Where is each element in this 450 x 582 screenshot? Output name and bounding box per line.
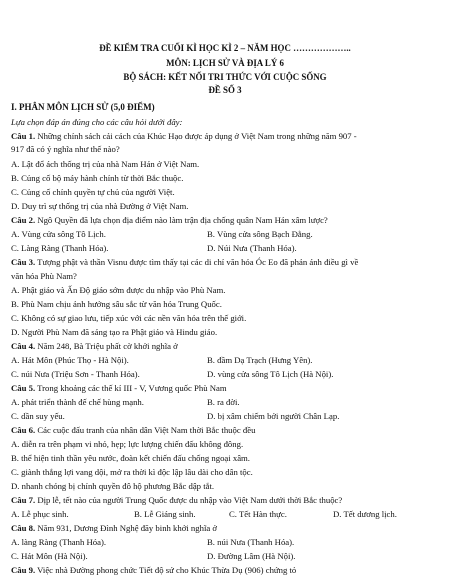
section-heading: I. PHÂN MÔN LỊCH SỬ (5,0 ĐIỂM) [11, 102, 155, 112]
question-text: Những chính sách cải cách của Khúc Hạo được áp dụng ở Việt Nam trong những năm 907 - [35, 131, 357, 141]
answer-option: B. đầm Dạ Trạch (Hưng Yên). [207, 355, 313, 365]
question-text: Năm 248, Bà Triệu phất cờ khởi nghĩa ở [35, 341, 178, 351]
answer-option: C. Không có sự giao lưu, tiếp xúc với các nền văn hóa trên thế giới. [11, 313, 247, 323]
answer-option: C. Củng cố chính quyền tự chủ của người Việt. [11, 187, 175, 197]
question-number: Câu 3. [11, 257, 36, 267]
question-number: Câu 4. [11, 341, 36, 351]
answer-option: B. Vùng cửa sông Bạch Đằng. [207, 229, 313, 239]
answer-option: A. Phật giáo và Ấn Độ giáo sớm được du nhập vào Phù Nam. [11, 285, 226, 295]
answer-option: D. Tết dương lịch. [333, 509, 397, 519]
answer-option: D. bị xâm chiếm bởi người Chân Lạp. [207, 411, 340, 421]
answer-option: A. Lễ phục sinh. [11, 509, 69, 519]
answer-option: C. Hát Môn (Hà Nội). [11, 551, 88, 561]
question-number: Câu 6. [11, 425, 36, 435]
question-8 [11, 522, 217, 534]
answer-option: D. nhanh chóng bị chính quyền đô hộ phương Bắc dập tắt. [11, 481, 215, 491]
question-6 [11, 424, 255, 436]
answer-option: D. Đường Lâm (Hà Nội). [207, 551, 296, 561]
instruction-text: Lựa chọn đáp án đúng cho các câu hỏi dưới đây: [11, 117, 183, 127]
answer-option: C. Tết Hàn thực. [229, 509, 287, 519]
question-1 [11, 130, 357, 142]
question-text: Việc nhà Đường phong chức Tiết độ sứ cho Khúc Thừa Dụ (906) chứng tỏ [35, 565, 297, 575]
answer-option: C. Làng Ràng (Thanh Hóa). [11, 243, 109, 253]
answer-option: D. Người Phù Nam đã sáng tạo ra Phật giáo và Hindu giáo. [11, 327, 218, 337]
question-text: Tượng phật và thần Visnu được tìm thấy tại các di chỉ văn hóa Óc Eo đã phản ánh điều gì về [35, 257, 359, 267]
answer-option: B. núi Nưa (Thanh Hóa). [207, 537, 295, 547]
question-text: Ngô Quyền đã lựa chọn địa điểm nào làm trận địa chống quân Nam Hán xâm lược? [35, 215, 328, 225]
answer-option: A. làng Ràng (Thanh Hóa). [11, 537, 107, 547]
answer-option: A. phát triển thành đế chế hùng mạnh. [11, 397, 144, 407]
answer-option: A. Hát Môn (Phúc Thọ - Hà Nội). [11, 355, 129, 365]
answer-option: B. ra đời. [207, 397, 240, 407]
answer-option: A. Vùng cửa sông Tô Lịch. [11, 229, 106, 239]
answer-option: C. núi Nưa (Triệu Sơn - Thanh Hóa). [11, 369, 140, 379]
question-text: Năm 931, Dương Đình Nghệ đãy binh khởi nghĩa ở [35, 523, 217, 533]
question-2 [11, 214, 328, 226]
exam-title: ĐỀ KIỂM TRA CUỐI KÌ HỌC KÌ 2 – NĂM HỌC ……………….. [99, 43, 351, 53]
question-5 [11, 382, 227, 394]
question-number: Câu 7. [11, 495, 36, 505]
answer-option: B. Củng cố bộ máy hành chính từ thời Bắc thuộc. [11, 173, 184, 183]
question-text: Các cuộc đấu tranh của nhân dân Việt Nam thời Bắc thuộc đều [35, 425, 256, 435]
question-number: Câu 1. [11, 131, 36, 141]
question-9 [11, 564, 296, 576]
question-number: Câu 9. [11, 565, 36, 575]
answer-option: D. Núi Nưa (Thanh Hóa). [207, 243, 297, 253]
question-1-cont: 917 đã có ý nghĩa như thế nào? [11, 144, 120, 154]
question-4 [11, 340, 178, 352]
subject-title: MÔN: LỊCH SỬ VÀ ĐỊA LÝ 6 [166, 58, 284, 68]
answer-option: B. thể hiện tinh thần yêu nước, đoàn kết chiến đấu chống ngoại xâm. [11, 453, 250, 463]
answer-option: A. diễn ra trên phạm vi nhỏ, hẹp; lực lượng chiến đấu không đông. [11, 439, 244, 449]
question-3 [11, 256, 358, 268]
answer-option: D. vùng cửa sông Tô Lịch (Hà Nội). [207, 369, 334, 379]
question-7 [11, 494, 342, 506]
question-number: Câu 2. [11, 215, 36, 225]
question-text: Dịp lễ, tết nào của người Trung Quốc được du nhập vào Việt Nam dưới thời Bắc thuộc? [35, 495, 343, 505]
question-number: Câu 5. [11, 383, 36, 393]
answer-option: A. Lật đổ ách thống trị của nhà Nam Hán ở Việt Nam. [11, 159, 200, 169]
exam-number: ĐỀ SỐ 3 [208, 85, 242, 95]
answer-option: C. dần suy yếu. [11, 411, 65, 421]
textbook-title: BỘ SÁCH: KẾT NỐI TRI THỨC VỚI CUỘC SỐNG [123, 72, 327, 82]
question-3-cont: văn hóa Phù Nam? [11, 271, 77, 281]
answer-option: B. Lễ Giáng sinh. [134, 509, 196, 519]
answer-option: C. giành thắng lợi vang dội, mở ra thời kì độc lập lâu dài cho dân tộc. [11, 467, 253, 477]
answer-option: D. Duy trì sự thống trị của nhà Đường ở Việt Nam. [11, 201, 189, 211]
answer-option: B. Phù Nam chịu ảnh hưởng sâu sắc từ văn hóa Trung Quốc. [11, 299, 222, 309]
question-text: Trong khoảng các thế kỉ III - V, Vương quốc Phù Nam [35, 383, 227, 393]
question-number: Câu 8. [11, 523, 36, 533]
